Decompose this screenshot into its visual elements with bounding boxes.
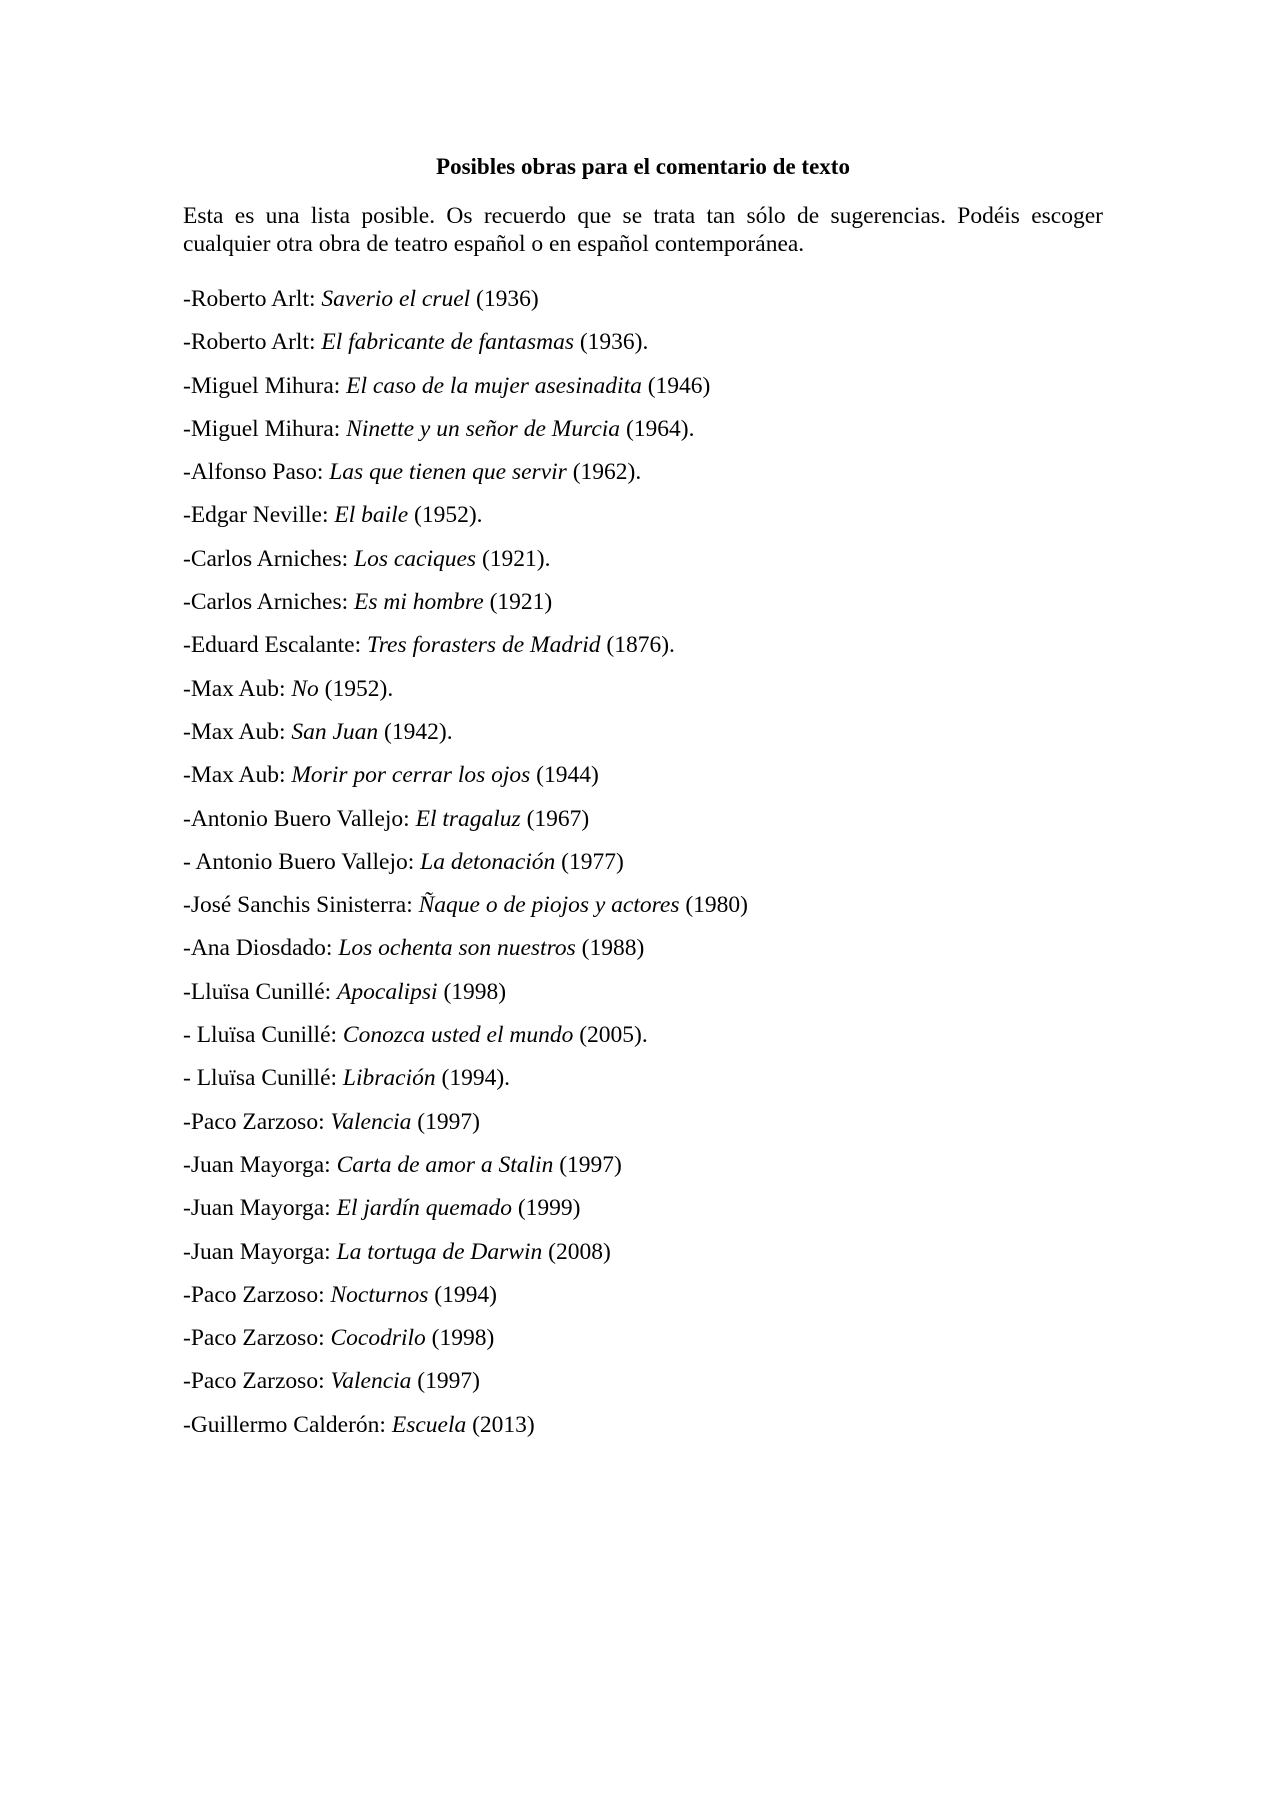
play-title: Los caciques <box>354 545 477 572</box>
author-name: -Antonio Buero Vallejo: <box>183 805 416 832</box>
play-year: (1988) <box>575 935 645 962</box>
play-title: Los ochenta son nuestros <box>338 935 576 962</box>
play-title: Valencia <box>330 1108 412 1135</box>
play-title: No <box>291 675 319 702</box>
list-item <box>183 1187 1103 1230</box>
author-name: -Juan Mayorga: <box>183 1238 337 1265</box>
play-year: (1944) <box>530 762 599 789</box>
list-item <box>183 365 1103 408</box>
author-name: - Lluïsa Cunillé: <box>183 1065 343 1092</box>
play-year: (1942). <box>378 718 453 745</box>
author-name: -Roberto Arlt: <box>183 286 322 312</box>
play-year: (1936) <box>470 286 539 312</box>
play-title: Apocalipsi <box>337 978 438 1005</box>
list-item <box>183 927 1103 970</box>
play-title: Saverio el cruel <box>321 286 471 312</box>
list-item <box>183 798 1103 841</box>
play-year: (1998) <box>425 1325 495 1352</box>
play-title: Ninette y un señor de Murcia <box>346 415 621 442</box>
play-title: Nocturnos <box>330 1281 429 1308</box>
list-item <box>183 321 1103 364</box>
author-name: -Miguel Mihura: <box>183 415 347 442</box>
play-title: Tres forasters de Madrid <box>367 632 601 659</box>
document-title: Posibles obras para el comentario de texto <box>436 154 850 179</box>
play-title: El jardín quemado <box>336 1195 512 1222</box>
author-name: -Carlos Arniches: <box>183 545 354 572</box>
author-name: - Lluïsa Cunillé: <box>183 1022 343 1049</box>
author-name: -Roberto Arlt: <box>183 329 322 356</box>
play-year: (1936). <box>573 329 649 356</box>
list-item <box>183 884 1103 927</box>
play-title: La detonación <box>420 848 556 875</box>
list-item <box>183 1317 1103 1360</box>
author-name: -Juan Mayorga: <box>183 1151 337 1178</box>
play-year: (1967) <box>520 805 590 832</box>
play-year: (2013) <box>466 1411 535 1438</box>
document-page <box>183 150 1103 1447</box>
author-name: -Miguel Mihura: <box>183 372 347 399</box>
author-name: -Paco Zarzoso: <box>183 1325 331 1352</box>
list-item <box>183 1014 1103 1057</box>
list-item <box>183 754 1103 797</box>
play-title: San Juan <box>291 718 379 745</box>
author-name: -Carlos Arniches: <box>183 589 354 616</box>
author-name: -Max Aub: <box>183 762 292 789</box>
play-year: (1952). <box>318 675 394 702</box>
author-name: -Eduard Escalante: <box>183 632 367 659</box>
list-item <box>183 1404 1103 1447</box>
play-title: Escuela <box>391 1411 467 1438</box>
play-title: Cocodrilo <box>330 1325 426 1352</box>
author-name: -Alfonso Paso: <box>183 459 330 486</box>
list-item <box>183 624 1103 667</box>
author-name: -Lluïsa Cunillé: <box>183 978 338 1005</box>
author-name: -Juan Mayorga: <box>183 1195 337 1222</box>
list-item <box>183 971 1103 1014</box>
list-item <box>183 1101 1103 1144</box>
list-item <box>183 538 1103 581</box>
play-title: Carta de amor a Stalin <box>336 1151 554 1178</box>
author-name: -Max Aub: <box>183 718 292 745</box>
play-year: (1946) <box>641 372 711 399</box>
list-item <box>183 711 1103 754</box>
list-item <box>183 1144 1103 1187</box>
play-title: El caso de la mujer asesinadita <box>346 372 642 399</box>
play-title: Libración <box>342 1065 436 1092</box>
play-title: Ñaque o de piojos y actores <box>418 892 680 919</box>
play-year: (1999) <box>511 1195 581 1222</box>
play-year: (1921) <box>483 589 553 616</box>
author-name: -José Sanchis Sinisterra: <box>183 892 419 919</box>
list-item <box>183 1231 1103 1274</box>
play-year: (1962). <box>566 459 642 486</box>
play-title: El tragaluz <box>415 805 521 832</box>
play-year: (1876). <box>600 632 675 659</box>
list-item <box>183 1057 1103 1100</box>
play-year: (1952). <box>408 502 483 529</box>
play-year: (1964). <box>620 415 695 442</box>
list-item <box>183 841 1103 884</box>
list-item <box>183 408 1103 451</box>
play-title: El fabricante de fantasmas <box>321 329 574 356</box>
play-year: (1997) <box>411 1108 480 1135</box>
list-item <box>183 668 1103 711</box>
author-name: - Antonio Buero Vallejo: <box>183 848 421 875</box>
play-title: Las que tienen que servir <box>329 459 567 486</box>
works-list <box>183 278 1103 1447</box>
author-name: -Paco Zarzoso: <box>183 1368 331 1395</box>
play-title: Es mi hombre <box>354 589 484 616</box>
play-title: Conozca usted el mundo <box>342 1022 574 1049</box>
author-name: -Guillermo Calderón: <box>183 1411 392 1438</box>
play-year: (1980) <box>679 892 749 919</box>
list-item <box>183 278 1103 321</box>
list-item <box>183 451 1103 494</box>
play-title: La tortuga de Darwin <box>336 1238 543 1265</box>
play-title: Morir por cerrar los ojos <box>291 762 531 789</box>
play-year: (2008) <box>542 1238 611 1265</box>
play-title: El baile <box>334 502 409 529</box>
play-year: (1997) <box>411 1368 480 1395</box>
list-item <box>183 581 1103 624</box>
author-name: -Paco Zarzoso: <box>183 1281 331 1308</box>
list-item <box>183 494 1103 537</box>
author-name: -Paco Zarzoso: <box>183 1108 331 1135</box>
list-item <box>183 1360 1103 1403</box>
play-year: (1997) <box>553 1151 622 1178</box>
author-name: -Ana Diosdado: <box>183 935 339 962</box>
author-name: -Max Aub: <box>183 675 292 702</box>
list-item <box>183 1274 1103 1317</box>
play-year: (2005). <box>573 1022 648 1049</box>
intro-paragraph: Esta es una lista posible. Os recuerdo que se trata tan sólo de sugerencias. Podéis escoger cualquier otra obra de teatro español o en español contemporánea. <box>183 203 1103 257</box>
play-year: (1998) <box>437 978 507 1005</box>
author-name: -Edgar Neville: <box>183 502 335 529</box>
play-year: (1977) <box>555 848 624 875</box>
play-year: (1994) <box>428 1281 497 1308</box>
play-year: (1921). <box>476 545 551 572</box>
play-year: (1994). <box>435 1065 511 1092</box>
play-title: Valencia <box>330 1368 412 1395</box>
